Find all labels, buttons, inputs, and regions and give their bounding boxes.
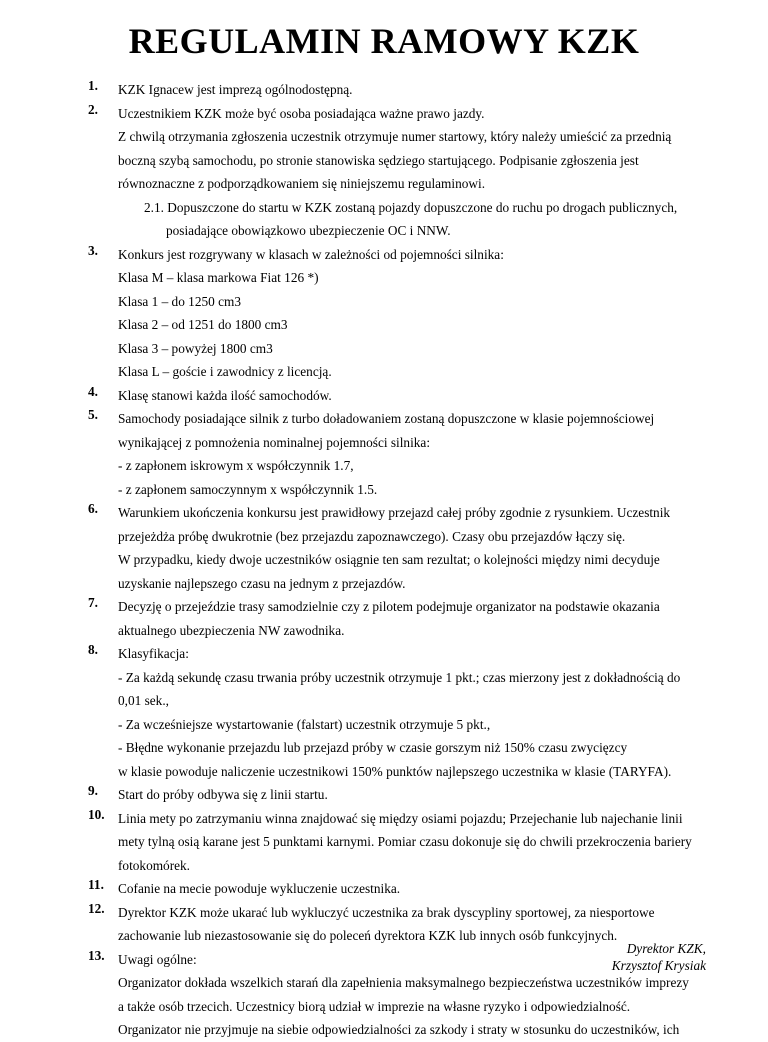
- list-item: [88, 901, 688, 948]
- signature-title: Dyrektor KZK,: [626, 941, 706, 956]
- item-text-line: zachowanie lub niezastosowanie się do poleceń dyrektora KZK lub innych osób funkcyjnych.: [118, 928, 618, 943]
- list-item: [88, 102, 688, 243]
- item-text-line: Klasa 1 – do 1250 cm3: [118, 293, 241, 309]
- sub-item-text-line: posiadające obowiązkowo ubezpieczenie OC i NNW.: [166, 223, 451, 238]
- item-text-line: równoznaczne z podporządkowaniem się niniejszemu regulaminowi.: [118, 176, 486, 191]
- item-text-line: 0,01 sek.,: [118, 693, 169, 708]
- item-text-line: Klasa M – klasa markowa Fiat 126 *): [118, 270, 319, 285]
- item-text-line: Konkurs jest rozgrywany w klasach w zależności od pojemności silnika:: [118, 246, 504, 262]
- list-item: [88, 806, 692, 878]
- list-item: [88, 78, 688, 102]
- list-item: [88, 783, 688, 807]
- item-text-line: mety tylną osią karane jest 5 punktami karnymi. Pomiar czasu dokonuje się do chwili przekroczenia bariery: [118, 834, 692, 849]
- item-text-line: aktualnego ubezpieczenia NW zawodnika.: [118, 622, 345, 638]
- item-number: 7.: [88, 595, 98, 610]
- item-text-line: Organizator nie przyjmuje na siebie odpowiedzialności za szkody i straty w stosunku do uczestników, ich: [118, 1022, 680, 1037]
- item-text-line: Z chwilą otrzymania zgłoszenia uczestnik otrzymuje numer startowy, który należy umieścić za przednią: [118, 129, 672, 144]
- list-item: [88, 595, 688, 642]
- item-text-line: Klasyfikacja:: [118, 646, 189, 661]
- regulations-list: [88, 78, 692, 1042]
- item-number: 4.: [88, 383, 98, 399]
- item-text-line: Klasa 3 – powyżej 1800 cm3: [118, 340, 273, 356]
- item-text-line: uzyskanie najlepszego czasu na jednym z przejazdów.: [118, 575, 406, 591]
- item-number: 6.: [88, 501, 98, 516]
- sub-item-text-line: 2.1. Dopuszczone do startu w KZK zostaną pojazdy dopuszczone do ruchu po drogach publicznych,: [144, 199, 678, 215]
- item-number: 10.: [88, 806, 105, 822]
- item-text-line: fotokomórek.: [118, 857, 191, 873]
- item-number: 9.: [88, 783, 98, 798]
- item-text-line: Organizator dokłada wszelkich starań dla zapełnienia maksymalnego bezpieczeństwa uczestników imprezy: [118, 975, 689, 990]
- signature-name: Krzysztof Krysiak: [611, 958, 706, 973]
- item-text-line: przejeżdża próbę dwukrotnie (bez przejazdu zapoznawczego). Czasy obu przejazdów łączy się.: [118, 528, 626, 544]
- item-number: 12.: [88, 900, 105, 916]
- item-number: 13.: [88, 947, 105, 963]
- item-text-line: Klasę stanowi każda ilość samochodów.: [118, 387, 332, 403]
- sub-item: [118, 196, 688, 243]
- item-text-line: - z zapłonem iskrowym x współczynnik 1.7,: [118, 458, 354, 473]
- item-text-line: - z zapłonem samoczynnym x współczynnik 1.5.: [118, 481, 378, 497]
- item-text-line: W przypadku, kiedy dwoje uczestników osiągnie ten sam rezultat; o kolejności między nimi decyduje: [118, 552, 660, 567]
- item-number: 8.: [88, 642, 98, 657]
- item-text-line: Uwagi ogólne:: [118, 951, 197, 967]
- item-number: 5.: [88, 407, 98, 422]
- item-number: 3.: [88, 242, 98, 258]
- list-item: [88, 948, 688, 1042]
- list-item: [88, 642, 688, 783]
- item-text-line: Klasa L – goście i zawodnicy z licencją.: [118, 364, 332, 379]
- item-text-line: Samochody posiadające silnik z turbo doładowaniem zostaną dopuszczone w klasie pojemnościowej: [118, 411, 655, 426]
- item-text-line: Uczestnikiem KZK może być osoba posiadająca ważne prawo jazdy.: [118, 105, 485, 121]
- page-title: REGULAMIN RAMOWY KZK: [128, 21, 640, 61]
- item-text-line: Cofanie na mecie powoduje wykluczenie uczestnika.: [118, 881, 401, 896]
- item-text-line: Warunkiem ukończenia konkursu jest prawidłowy przejazd całej próby zgodnie z rysunkiem. Uczestnik: [118, 505, 671, 520]
- item-text-line: - Za każdą sekundę czasu trwania próby uczestnik otrzymuje 1 pkt.; czas mierzony jest z dokładnością do: [118, 669, 681, 685]
- item-text-line: Start do próby odbywa się z linii startu.: [118, 787, 328, 802]
- list-item: [88, 877, 688, 901]
- item-text-line: Klasa 2 – od 1251 do 1800 cm3: [118, 317, 288, 332]
- list-item: [88, 501, 688, 595]
- item-number: 2.: [88, 101, 98, 117]
- signature-block: [612, 940, 706, 974]
- item-text-line: a także osób trzecich. Uczestnicy biorą udział w imprezie na własne ryzyko i odpowiedzialność.: [118, 998, 631, 1014]
- item-text-line: Dyrektor KZK może ukarać lub wykluczyć uczestnika za brak dyscypliny sportowej, za niesportowe: [118, 904, 655, 920]
- item-text-line: KZK Ignacew jest imprezą ogólnodostępną.: [118, 82, 353, 97]
- item-text-line: - Błędne wykonanie przejazdu lub przejazd próby w czasie gorszym niż 150% czasu zwycięzcy: [118, 740, 628, 755]
- item-number: 1.: [88, 78, 98, 93]
- item-number: 11.: [88, 877, 104, 892]
- item-text-line: Linia mety po zatrzymaniu winna znajdować się między osiami pojazdu; Przejechanie lub najechanie linii: [118, 810, 683, 826]
- item-text-line: - Za wcześniejsze wystartowanie (falstart) uczestnik otrzymuje 5 pkt.,: [118, 716, 491, 732]
- item-text-line: w klasie powoduje naliczenie uczestnikowi 150% punktów najlepszego uczestnika w klasie (TARYFA).: [118, 763, 672, 779]
- item-text-line: boczną szybą samochodu, po stronie stanowiska sędziego startującego. Podpisanie zgłoszenia jest: [118, 152, 639, 168]
- item-text-line: Decyzję o przejeździe trasy samodzielnie czy z pilotem podejmuje organizator na podstawie okazania: [118, 599, 660, 614]
- list-item: [88, 407, 688, 501]
- list-item: [88, 384, 688, 408]
- list-item: [88, 243, 688, 384]
- item-text-line: wynikającej z pomnożenia nominalnej pojemności silnika:: [118, 434, 431, 450]
